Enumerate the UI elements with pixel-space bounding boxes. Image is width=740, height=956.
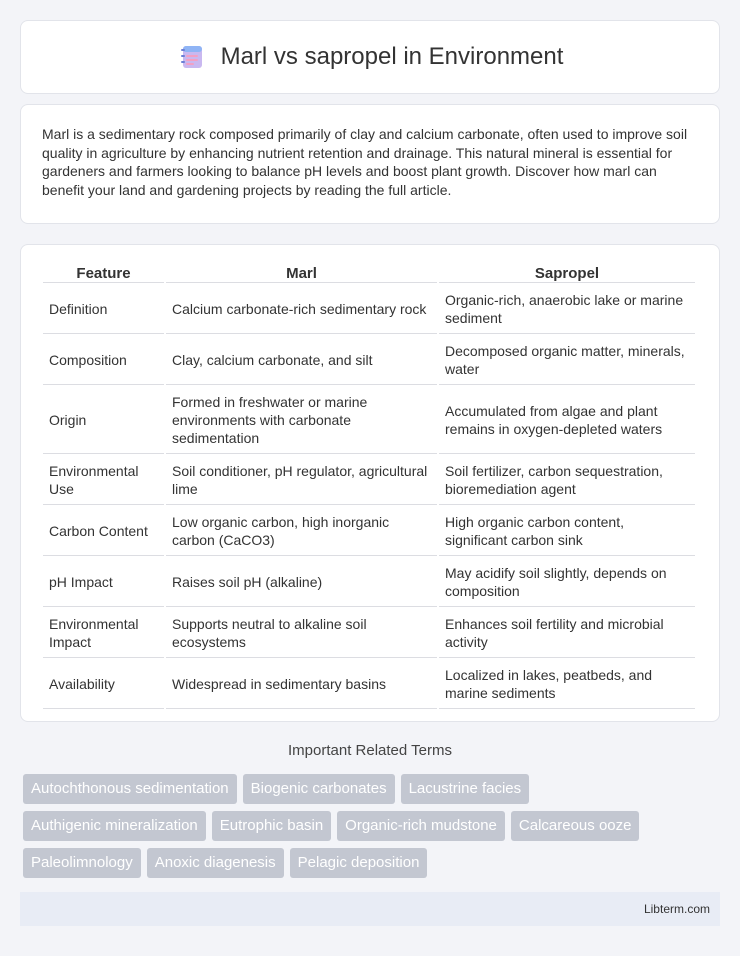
term-tag[interactable]: Calcareous ooze <box>511 811 640 841</box>
row-feature: Environmental Use <box>43 456 164 505</box>
row-marl: Widespread in sedimentary basins <box>166 660 437 709</box>
header-feature: Feature <box>43 261 164 283</box>
table-row <box>43 558 695 607</box>
row-sapropel: High organic carbon content, significant carbon sink <box>439 507 695 556</box>
term-tag[interactable]: Pelagic deposition <box>290 848 428 878</box>
page-title: Marl vs sapropel in Environment <box>220 43 564 70</box>
table-row <box>43 387 695 454</box>
table-header-row <box>43 261 695 283</box>
row-sapropel: Localized in lakes, peatbeds, and marine sediments <box>439 660 695 709</box>
row-sapropel: Accumulated from algae and plant remains in oxygen-depleted waters <box>439 387 695 454</box>
title-wrap <box>177 42 564 72</box>
row-marl: Formed in freshwater or marine environments with carbonate sedimentation <box>166 387 437 454</box>
row-feature: pH Impact <box>43 558 164 607</box>
row-marl: Calcium carbonate-rich sedimentary rock <box>166 285 437 334</box>
comparison-table <box>41 259 697 711</box>
term-tag[interactable]: Organic-rich mudstone <box>337 811 505 841</box>
term-tag[interactable]: Eutrophic basin <box>212 811 331 841</box>
table-row <box>43 336 695 385</box>
row-sapropel: Organic-rich, anaerobic lake or marine sediment <box>439 285 695 334</box>
table-row <box>43 285 695 334</box>
row-sapropel: Soil fertilizer, carbon sequestration, bioremediation agent <box>439 456 695 505</box>
footer-site-link[interactable]: Libterm.com <box>643 902 710 916</box>
row-marl: Supports neutral to alkaline soil ecosystems <box>166 609 437 658</box>
row-feature: Composition <box>43 336 164 385</box>
related-terms-list <box>23 774 703 878</box>
term-tag[interactable]: Biogenic carbonates <box>243 774 395 804</box>
row-sapropel: May acidify soil slightly, depends on composition <box>439 558 695 607</box>
table-row <box>43 609 695 658</box>
table-row <box>43 660 695 709</box>
notebook-icon <box>177 42 207 72</box>
comparison-card <box>20 244 720 722</box>
header-card <box>20 20 720 94</box>
row-marl: Clay, calcium carbonate, and silt <box>166 336 437 385</box>
footer <box>20 892 720 926</box>
row-sapropel: Decomposed organic matter, minerals, water <box>439 336 695 385</box>
row-marl: Low organic carbon, high inorganic carbon (CaCO3) <box>166 507 437 556</box>
row-feature: Carbon Content <box>43 507 164 556</box>
header-marl: Marl <box>166 261 437 283</box>
term-tag[interactable]: Anoxic diagenesis <box>147 848 284 878</box>
term-tag[interactable]: Paleolimnology <box>23 848 141 878</box>
term-tag[interactable]: Authigenic mineralization <box>23 811 206 841</box>
term-tag[interactable]: Autochthonous sedimentation <box>23 774 237 804</box>
intro-paragraph: Marl is a sedimentary rock composed primarily of clay and calcium carbonate, often used to improve soil quality in agriculture by enhancing nutrient retention and drainage. This natural mineral is essential for gardeners and farmers looking to balance pH levels and boost plant growth. Discover how marl can benefit your land and gardening projects by reading the full article. <box>42 126 688 198</box>
row-feature: Definition <box>43 285 164 334</box>
table-row <box>43 507 695 556</box>
row-feature: Origin <box>43 387 164 454</box>
row-sapropel: Enhances soil fertility and microbial activity <box>439 609 695 658</box>
header-sapropel: Sapropel <box>439 261 695 283</box>
term-tag[interactable]: Lacustrine facies <box>401 774 530 804</box>
row-marl: Raises soil pH (alkaline) <box>166 558 437 607</box>
table-row <box>43 456 695 505</box>
related-terms-title: Important Related Terms <box>288 742 452 759</box>
row-feature: Environmental Impact <box>43 609 164 658</box>
row-feature: Availability <box>43 660 164 709</box>
row-marl: Soil conditioner, pH regulator, agricultural lime <box>166 456 437 505</box>
intro-card <box>20 104 720 224</box>
